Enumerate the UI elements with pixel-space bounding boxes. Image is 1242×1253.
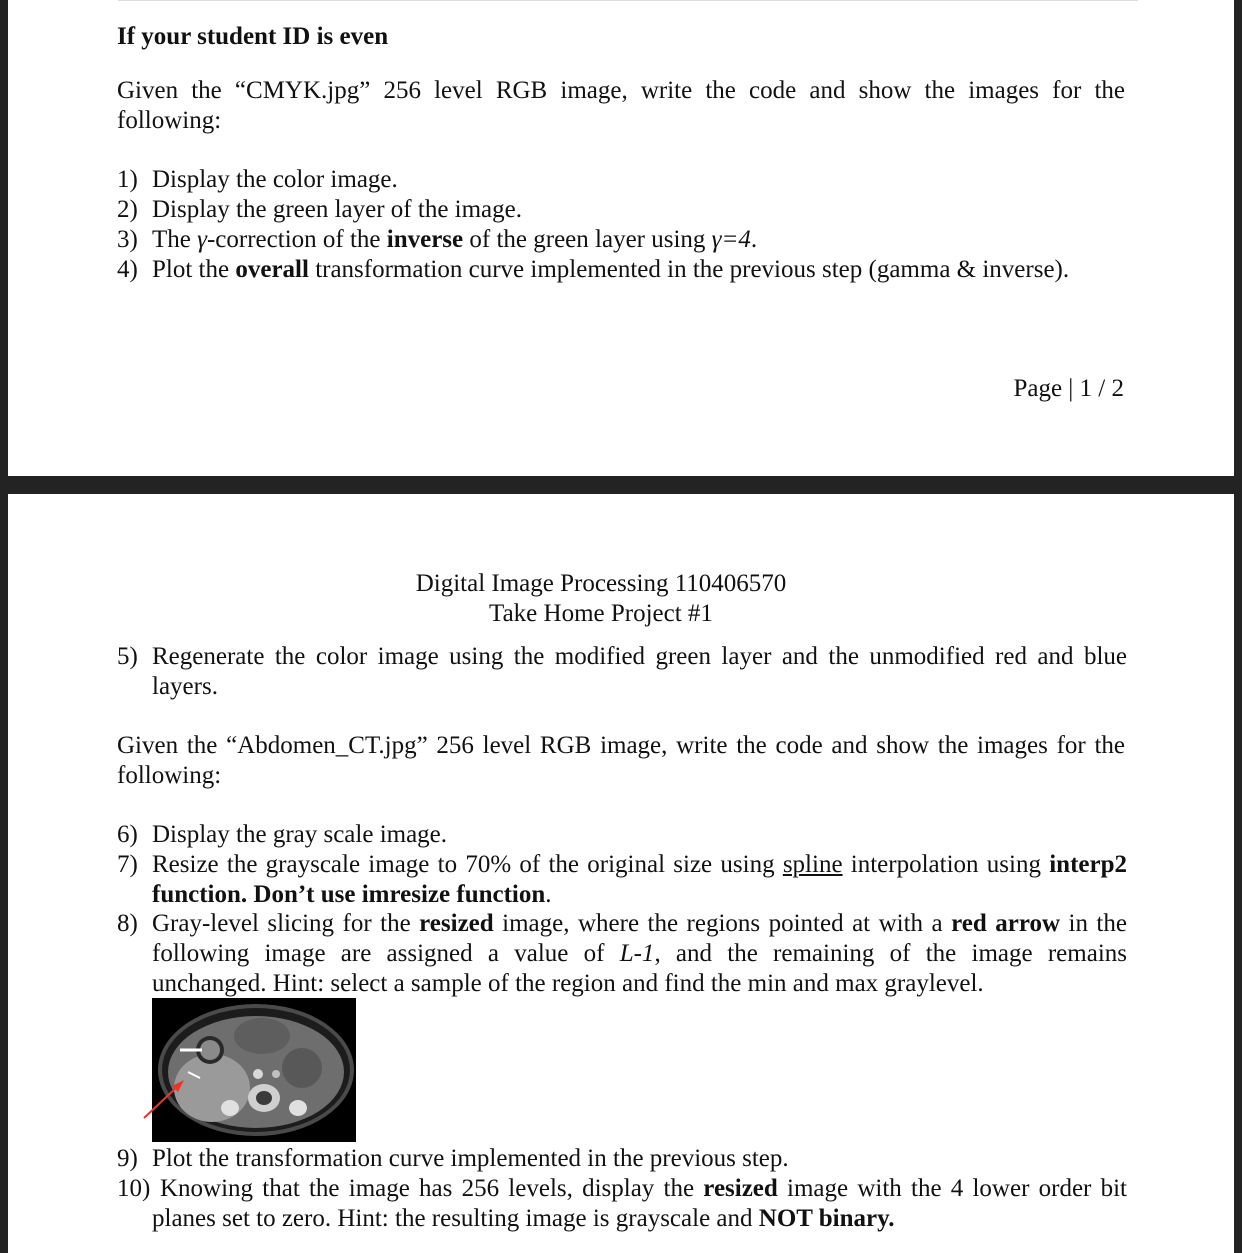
top-divider <box>118 0 1138 1</box>
item-text: Display the color image. <box>152 166 398 193</box>
item-text: Display the green layer of the image. <box>152 196 522 223</box>
page-number: Page | 1 / 2 <box>1013 375 1124 402</box>
document-header-title: Digital Image Processing 110406570 <box>415 570 787 597</box>
intro-paragraph-ct: Given the “Abdomen_CT.jpg” 256 level RGB image, write the code and show the images for the following: <box>117 732 1125 789</box>
document-header-subtitle: Take Home Project #1 <box>489 600 713 627</box>
section-heading: If your student ID is even <box>117 23 389 50</box>
item-number: 4) <box>117 256 138 283</box>
item-number: 1) <box>117 166 138 193</box>
intro-paragraph <box>117 76 1125 136</box>
item-number: 5) <box>117 643 138 670</box>
item-number: 10) <box>117 1175 151 1202</box>
item-number: 3) <box>117 226 138 253</box>
right-border <box>1234 0 1242 1253</box>
intro-line-1: Given the “CMYK.jpg” 256 level RGB image, write the code and show the images for the <box>117 77 1125 104</box>
page-1 <box>8 0 1234 476</box>
item-number: 8) <box>117 910 138 937</box>
item-number: 9) <box>117 1145 138 1172</box>
item-text: The γ-correction of the inverse of the green layer using γ=4. <box>152 226 758 253</box>
item-number: 2) <box>117 196 138 223</box>
page-separator <box>0 476 1242 494</box>
item-text: Plot the overall transformation curve implemented in the previous step (gamma & inverse). <box>152 256 1070 283</box>
page-2: Digital Image Processing 110406570 Take Home Project #1 5) Regenerate the color image using the modified green layer and the unmodified red and blue layers. Given the “Abdomen_CT.jpg” 256 level RGB image, write the code and show the images for the following: 6) Display the gray scale image. 7) Resize the grayscale image to 70% of the original size using spline interpolation using interp2 function. Don’t use imresize function. 8) Gray-level slicing for the resized image, where the regions pointed at with a red arrow in the following image are assigned a value of L-1, and the remaining of the image remains unchanged. Hint: select a sample of the region and find the min and max graylevel. 9) Plot the transformation curve implemented in the previous step. 10) Knowing that the image has 256 levels, display the resized image with the 4 lower order bit planes set to zero. Hint: the resulting image is grayscale and NOT binary. <box>8 494 1234 1253</box>
item-number: 6) <box>117 821 138 848</box>
red-arrow-icon <box>140 1072 190 1122</box>
left-border <box>0 0 8 1253</box>
item-number: 7) <box>117 851 138 878</box>
intro-line-2: following: <box>117 107 222 134</box>
